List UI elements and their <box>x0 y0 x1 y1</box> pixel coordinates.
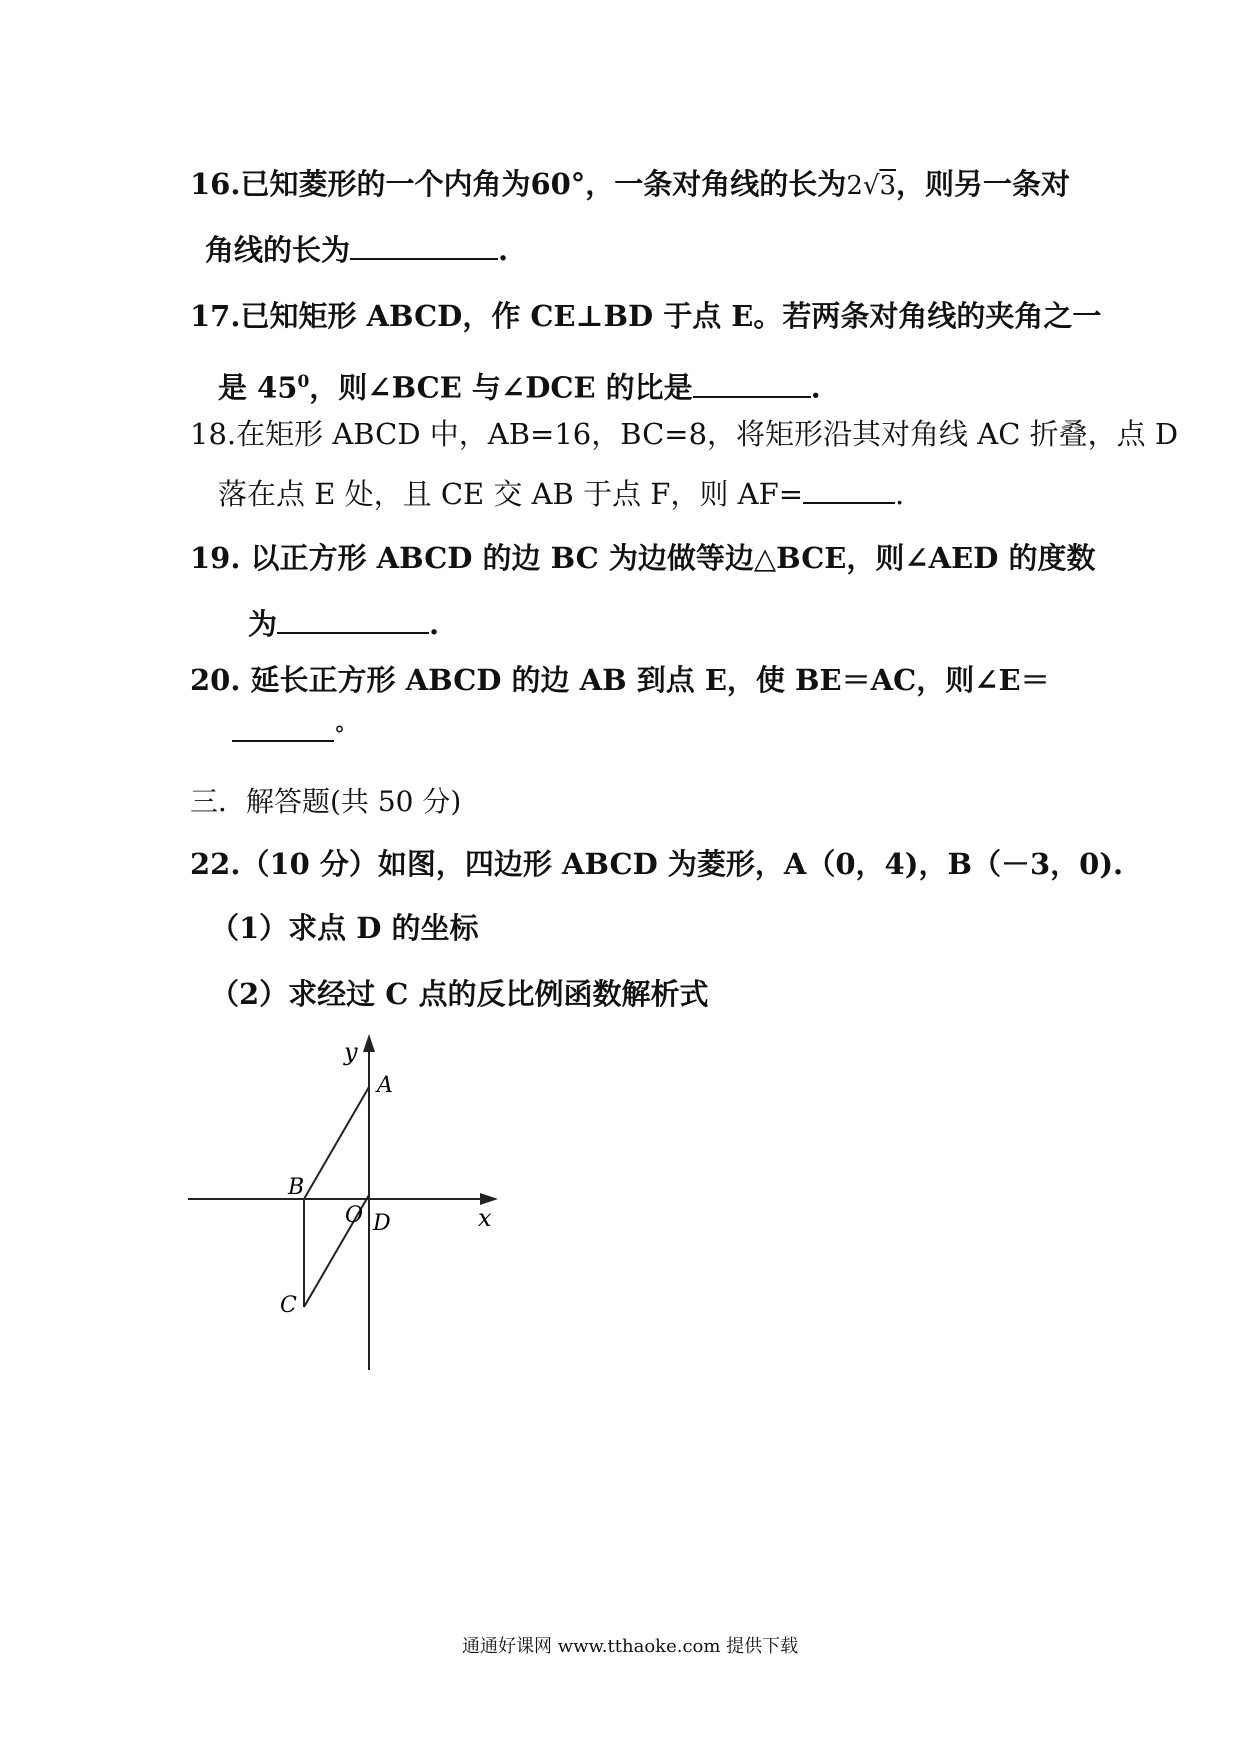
footer-credit: 通通好课网 www.tthaoke.com 提供下载 <box>462 1636 799 1657</box>
rhombus-figure <box>180 1030 500 1370</box>
q16-line1 <box>190 166 1070 204</box>
label-y: y <box>344 1038 358 1066</box>
q19-line1: 19. 以正方形 ABCD 的边 BC 为边做等边△BCE，则∠AED 的度数 <box>190 541 1096 575</box>
answer-blank-16 <box>350 232 498 260</box>
q20-line1: 20. 延长正方形 ABCD 的边 AB 到点 E，使 BE＝AC，则∠E＝ <box>190 663 1050 697</box>
q16-line2: 角线的长为 . <box>205 233 509 267</box>
radical-expression: 2√3 <box>846 171 896 201</box>
y-axis-arrow <box>363 1034 375 1052</box>
label-x: x <box>478 1204 492 1232</box>
q19-line2: 为 . <box>248 607 440 641</box>
q18-line2: 落在点 E 处，且 CE 交 AB 于点 F，则 AF= . <box>218 477 905 511</box>
answer-blank-17 <box>693 370 811 398</box>
label-c: C <box>280 1293 297 1318</box>
radical-sign: √ <box>862 171 880 201</box>
q20-line2: ° <box>232 714 345 754</box>
q16-text-a: 已知菱形的一个内角为60°，一条对角线的长为 <box>240 167 847 201</box>
label-o: O <box>345 1203 364 1228</box>
answer-blank-20 <box>232 714 334 742</box>
label-b: B <box>288 1175 305 1200</box>
section-heading: 三．解答题(共 50 分) <box>190 785 462 818</box>
answer-blank-18 <box>803 476 895 504</box>
q16-number: 16. <box>190 167 241 201</box>
q22-sub2: （2）求经过 C 点的反比例函数解析式 <box>210 977 709 1011</box>
label-d: D <box>373 1211 391 1236</box>
side-ab <box>304 1087 369 1199</box>
q17-line1: 17.已知矩形 ABCD，作 CE⊥BD 于点 E。若两条对角线的夹角之一 <box>190 299 1102 333</box>
q22-line1: 22.（10 分）如图，四边形 ABCD 为菱形，A（0，4)，B（－3，0). <box>190 847 1124 881</box>
q16-text-b: ，则另一条对 <box>895 167 1070 201</box>
q18-line1: 18.在矩形 ABCD 中，AB=16，BC=8，将矩形沿其对角线 AC 折叠，点 D <box>190 417 1179 451</box>
label-a: A <box>377 1073 393 1098</box>
q22-sub1: （1）求点 D 的坐标 <box>210 911 479 945</box>
degree-superscript: 0 <box>297 372 310 392</box>
answer-blank-19 <box>277 606 429 634</box>
q17-line2: 是 $45^0$，则∠BCE 与∠DCE 的比是 . <box>218 370 821 405</box>
